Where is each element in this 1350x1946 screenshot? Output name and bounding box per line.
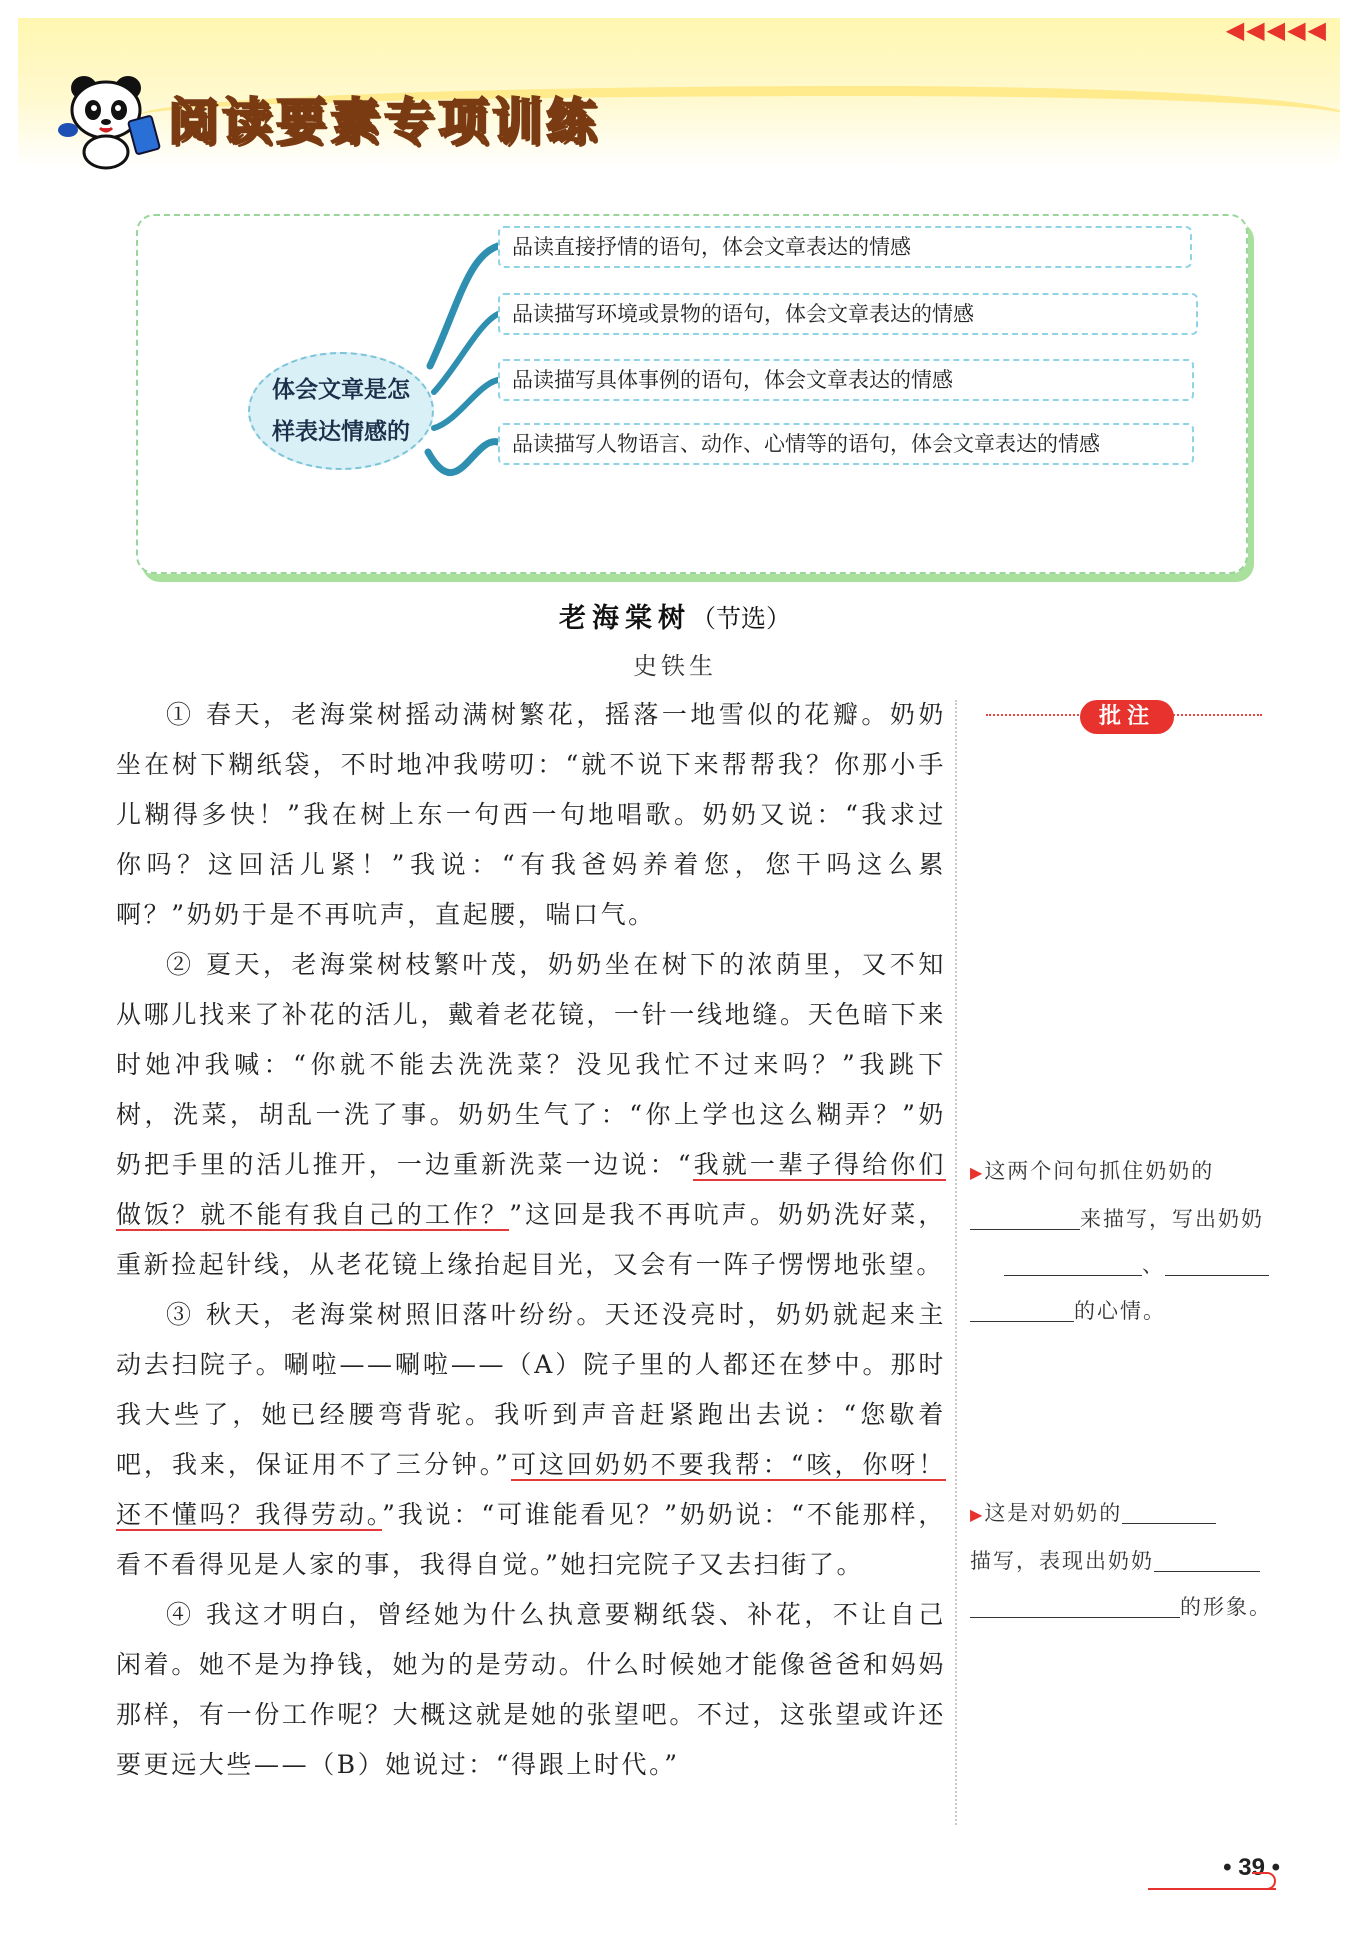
mind-map-box <box>136 214 1248 574</box>
answer-blank[interactable] <box>970 1590 1180 1618</box>
answer-blank[interactable] <box>970 1294 1074 1322</box>
note-1-text: 的心情。 <box>1074 1299 1166 1323</box>
note-2-text: 描写，表现出奶奶 <box>970 1549 1154 1573</box>
article-title: 老海棠树 <box>558 603 691 634</box>
mind-map-center: 体会文章是怎样表达情感的 <box>248 352 434 470</box>
mind-map-item: 品读直接抒情的语句，体会文章表达的情感 <box>498 226 1192 268</box>
note-1-text: 这两个问句抓住奶奶的 <box>984 1159 1215 1183</box>
triangle-marker-icon: ▶ <box>970 1163 985 1182</box>
page-title: 阅读要素专项训练 <box>168 93 600 151</box>
paragraph-3-text: ③ 秋天，老海棠树照旧落叶纷纷。天还没亮时，奶奶就起来主动去扫院子。唰啦——唰啦——（A）院子里的人都还在梦中。那时我大些了，她已经腰弯背驼。我听到声音赶紧跑出去说：“您歇着吧，我来，保证用不了三分钟。” <box>116 1300 946 1479</box>
arrows-decoration: ◀◀◀◀◀ <box>1225 16 1328 44</box>
page-number-value: 39 <box>1238 1854 1265 1881</box>
note-2-text: 的形象。 <box>1180 1595 1272 1619</box>
note-1-text: 、 <box>1142 1253 1165 1277</box>
paragraph-4: ④ 我这才明白，曾经她为什么执意要糊纸袋、补花，不让自己闲着。她不是为挣钱，她为的是劳动。什么时候她才能像爸爸和妈妈那样，有一份工作呢？大概这就是她的张望吧。不过，这张望或许还要更远大些——（B）她说过：“得跟上时代。” <box>116 1600 946 1779</box>
answer-blank[interactable] <box>1122 1496 1216 1524</box>
panda-mascot-icon <box>56 70 166 170</box>
triangle-marker-icon: ▶ <box>970 1505 985 1524</box>
underlined-sentence-1: 我就一辈子得给你们做饭？就不能有我自己的工作？ <box>116 1150 946 1229</box>
answer-blank[interactable] <box>1004 1248 1142 1276</box>
article-author: 史铁生 <box>633 652 717 680</box>
paragraph-2 <box>116 940 946 1290</box>
page-number: • 39 • <box>1223 1854 1280 1881</box>
note-2-text: 这是对奶奶的 <box>984 1501 1123 1525</box>
underlined-sentence-2: 可这回奶奶不要我帮：“咳，你呀！还不懂吗？我得劳动。 <box>116 1450 946 1529</box>
paragraph-1: ① 春天，老海棠树摇动满树繁花，摇落一地雪似的花瓣。奶奶坐在树下糊纸袋，不时地冲我唠叨：“就不说下来帮帮我？你那小手儿糊得多快！”我在树上东一句西一句地唱歌。奶奶又说：“我求过你吗？这回活儿紧！”我说：“有我爸妈养着您，您干吗这么累啊？”奶奶于是不再吭声，直起腰，喘口气。 <box>116 700 946 929</box>
mind-map-item: 品读描写环境或景物的语句，体会文章表达的情感 <box>498 293 1198 335</box>
article-body <box>116 690 946 1790</box>
annotation-note-1 <box>970 1148 1288 1334</box>
annotation-badge: 批注 <box>1080 700 1174 734</box>
paragraph-3 <box>116 1290 946 1590</box>
paragraph-3-text: ”我说：“可谁能看见？”奶奶说：“不能那样，看不看得见是人家的事，我得自觉。”她扫完院子又去扫街了。 <box>116 1500 946 1579</box>
answer-blank[interactable] <box>1165 1248 1269 1276</box>
article-title-line <box>0 596 1350 635</box>
mind-map-item: 品读描写具体事例的语句，体会文章表达的情感 <box>498 359 1194 401</box>
note-1-text: 来描写，写出奶奶 <box>1080 1207 1264 1231</box>
mind-map-item: 品读描写人物语言、动作、心情等的语句，体会文章表达的情感 <box>498 423 1194 465</box>
paragraph-2-text: ② 夏天，老海棠树枝繁叶茂，奶奶坐在树下的浓荫里，又不知从哪儿找来了补花的活儿，戴着老花镜，一针一线地缝。天色暗下来时她冲我喊：“你就不能去洗洗菜？没见我忙不过来吗？”我跳下树，洗菜，胡乱一洗了事。奶奶生气了：“你上学也这么糊弄？”奶奶把手里的活儿推开，一边重新洗菜一边说：“ <box>116 950 946 1179</box>
annotation-heading <box>986 700 1262 730</box>
article-title-note: （节选） <box>690 604 791 633</box>
answer-blank[interactable] <box>1154 1544 1260 1572</box>
annotation-note-2 <box>970 1490 1288 1630</box>
page-number-curve <box>1252 1872 1276 1890</box>
paragraph-2-text: ”这回是我不再吭声。奶奶洗好菜，重新捡起针线，从老花镜上缘抬起目光，又会有一阵子愣愣地张望。 <box>116 1200 946 1279</box>
column-divider <box>955 700 957 1825</box>
answer-blank[interactable] <box>970 1202 1080 1230</box>
